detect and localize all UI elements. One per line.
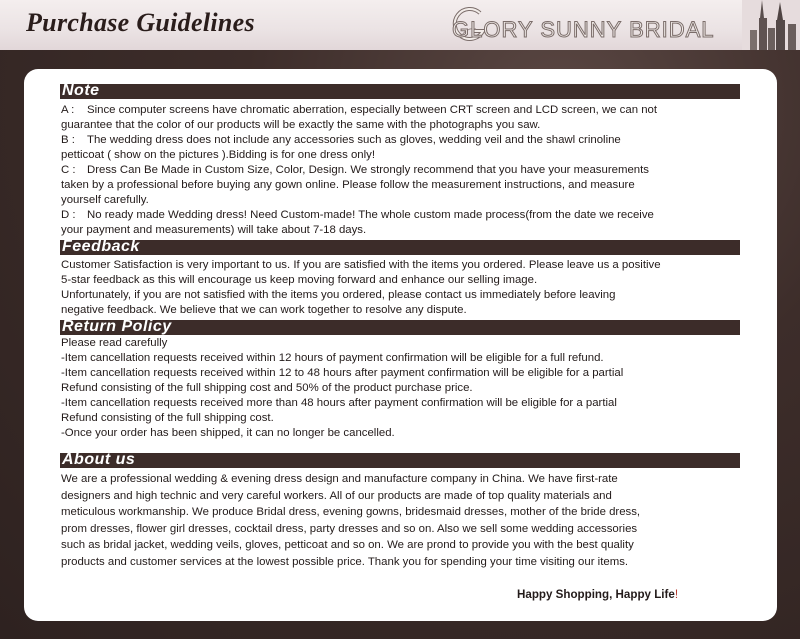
- note-item-d: D : No ready made Wedding dress! Need Custom-made! The whole custom made process(from the date we receive your payment and measurements) will take about 7-18 days.: [61, 208, 741, 238]
- note-item-c: C : Dress Can Be Made in Custom Size, Color, Design. We strongly recommend that you have your measurements taken by a professional before buying any gown online. Please follow the measurement instructions, and measure yourself carefully.: [61, 163, 741, 208]
- return-policy-heading-bar: [60, 320, 740, 335]
- note-line: your payment and measurements) will take about 7-18 days.: [61, 224, 367, 236]
- note-line: Since computer screens have chromatic aberration, especially between CRT screen and LCD screen, we can not: [87, 104, 658, 116]
- return-policy-line: -Item cancellation requests received within 12 hours of payment confirmation will be eligible for a full refund.: [61, 352, 604, 364]
- feedback-heading: Feedback: [62, 238, 140, 255]
- note-line: guarantee that the color of our products will be exactly the same with the photographs you saw.: [61, 119, 541, 131]
- return-policy-line: Please read carefully: [61, 337, 168, 349]
- note-line: No ready made Wedding dress! Need Custom-made! The whole custom made process(from the date we receive: [87, 209, 654, 221]
- about-line: products and customer services at the lowest possible price. Thank you for spending your time visiting our items.: [61, 555, 629, 568]
- note-item-a: A : Since computer screens have chromatic aberration, especially between CRT screen and LCD screen, we can not guarantee that the color of our products will be exactly the same with the photographs you saw.: [61, 103, 741, 133]
- brand-name: GLORY SUNNY BRIDAL: [452, 17, 715, 42]
- signoff-text: Happy Shopping, Happy Life: [517, 588, 675, 601]
- return-policy-line: -Item cancellation requests received within 12 to 48 hours after payment confirmation will be eligible for a partial: [61, 367, 624, 379]
- about-line: meticulous workmanship. We produce Bridal dress, evening gowns, bridesmaid dresses, mother of the bride dress,: [61, 506, 641, 518]
- note-line: yourself carefully.: [61, 194, 149, 206]
- return-policy-text: [61, 336, 741, 441]
- brand-logo: [452, 7, 752, 47]
- note-line: taken by a professional before buying any gown online. Please follow the measurement instructions, and measure: [61, 179, 635, 191]
- return-policy-line: -Once your order has been shipped, it can no longer be cancelled.: [61, 427, 395, 439]
- signoff-slogan: [517, 588, 678, 601]
- note-heading: Note: [62, 82, 100, 99]
- return-policy-line: -Item cancellation requests received more than 48 hours after payment confirmation will be eligible for a partial: [61, 397, 617, 409]
- note-line: petticoat ( show on the pictures ).Bidding is for one dress only!: [61, 149, 376, 161]
- about-heading-bar: [60, 453, 740, 468]
- about-line: such as bridal jacket, wedding veils, gloves, petticoat and so on. We are prond to provide you with the best quality: [61, 539, 634, 551]
- note-line: The wedding dress does not include any accessories such as gloves, wedding veil and the shawl crinoline: [87, 134, 621, 146]
- about-line: designers and high technic and very careful workers. All of our products are made of top quality materials and: [61, 489, 612, 502]
- return-policy-heading: Return Policy: [62, 318, 172, 335]
- note-item-b: B : The wedding dress does not include any accessories such as gloves, wedding veil and the shawl crinoline petticoat ( show on the pictures ).Bidding is for one dress only!: [61, 133, 741, 163]
- about-line: prom dresses, flower girl dresses, cocktail dress, party dresses and so on. Also we sell some wedding accessories: [61, 522, 638, 535]
- feedback-line: Customer Satisfaction is very important to us. If you are satisfied with the items you ordered. Please leave us a positive: [61, 259, 661, 271]
- signoff-exclamation: !: [674, 588, 679, 601]
- note-line: Dress Can Be Made in Custom Size, Color, Design. We strongly recommend that you have your measurements: [87, 164, 649, 176]
- note-letter: B: [61, 134, 69, 146]
- about-line: We are a professional wedding & evening dress design and manufacture company in China. We have first-rate: [61, 473, 618, 485]
- note-letter: C: [61, 164, 70, 176]
- return-policy-line: Refund consisting of the full shipping cost and 50% of the product purchase price.: [61, 382, 473, 394]
- note-heading-bar: [60, 84, 740, 99]
- feedback-line: Unfortunately, if you are not satisfied with the items you ordered, please contact us immediately before leaving: [61, 289, 616, 301]
- note-letter: D: [61, 209, 70, 221]
- feedback-line: 5-star feedback as this will encourage us keep moving forward and enhance our selling image.: [61, 274, 538, 286]
- note-letter: A: [61, 104, 68, 116]
- about-heading: About us: [62, 451, 136, 468]
- page-title: Purchase Guidelines: [26, 8, 255, 37]
- church-spire-icon: [742, 0, 800, 50]
- about-text: [61, 471, 741, 570]
- note-list: [61, 103, 741, 238]
- feedback-line: negative feedback. We believe that we can work together to resolve any dispute.: [61, 304, 467, 316]
- feedback-heading-bar: [60, 240, 740, 255]
- feedback-text: [61, 258, 741, 318]
- return-policy-line: Refund consisting of the full shipping cost.: [61, 412, 274, 424]
- header-banner: [0, 0, 800, 50]
